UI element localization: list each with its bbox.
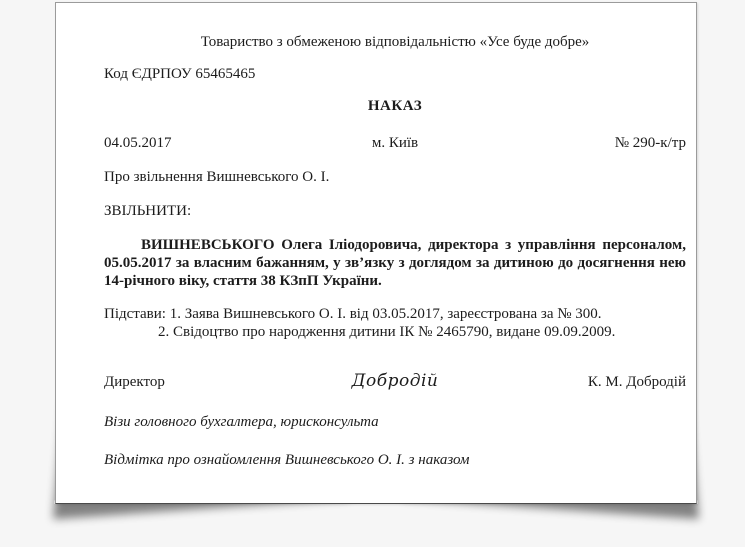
order-city: м. Київ (371, 135, 419, 151)
acknowledgement-note: Відмітка про ознайомлення Вишневського О. І. з наказом (104, 452, 470, 468)
signature-name: К. М. Добродій (587, 374, 686, 390)
grounds-section (104, 305, 686, 341)
grounds-line-1: Підстави: 1. Заява Вишневського О. І. від 03.05.2017, зареєстрована за № 300. (104, 306, 602, 322)
signature-row (104, 372, 686, 391)
visas-note: Візи головного бухгалтера, юрисконсульта (104, 414, 379, 430)
organization-name: Товариство з обмеженою відповідальністю «Усе буде добре» (200, 34, 590, 50)
order-number: № 290-к/тр (614, 135, 686, 151)
resolution-heading: ЗВІЛЬНИТИ: (104, 203, 192, 219)
order-date: 04.05.2017 (104, 135, 172, 151)
document-title: НАКАЗ (367, 98, 423, 114)
subject-line: Про звільнення Вишневського О. І. (104, 169, 330, 185)
grounds-line-2: 2. Свідоцтво про народження дитини ІК № 2465790, видане 09.09.2009. (158, 324, 616, 340)
signature-autograph: Добродій (351, 371, 439, 391)
edrpou-code: Код ЄДРПОУ 65465465 (104, 66, 256, 82)
order-body-paragraph: ВИШНЕВСЬКОГО Олега Іліодоровича, директора з управління персоналом, 05.05.2017 за власним бажанням, у зв’язку з доглядом за дитиною до досягнення нею 14-річного віку, стаття 38 КЗпП України. (104, 237, 686, 289)
paper-sheet (55, 2, 697, 504)
signature-position: Директор (104, 374, 165, 390)
date-place-number-row (104, 134, 686, 152)
